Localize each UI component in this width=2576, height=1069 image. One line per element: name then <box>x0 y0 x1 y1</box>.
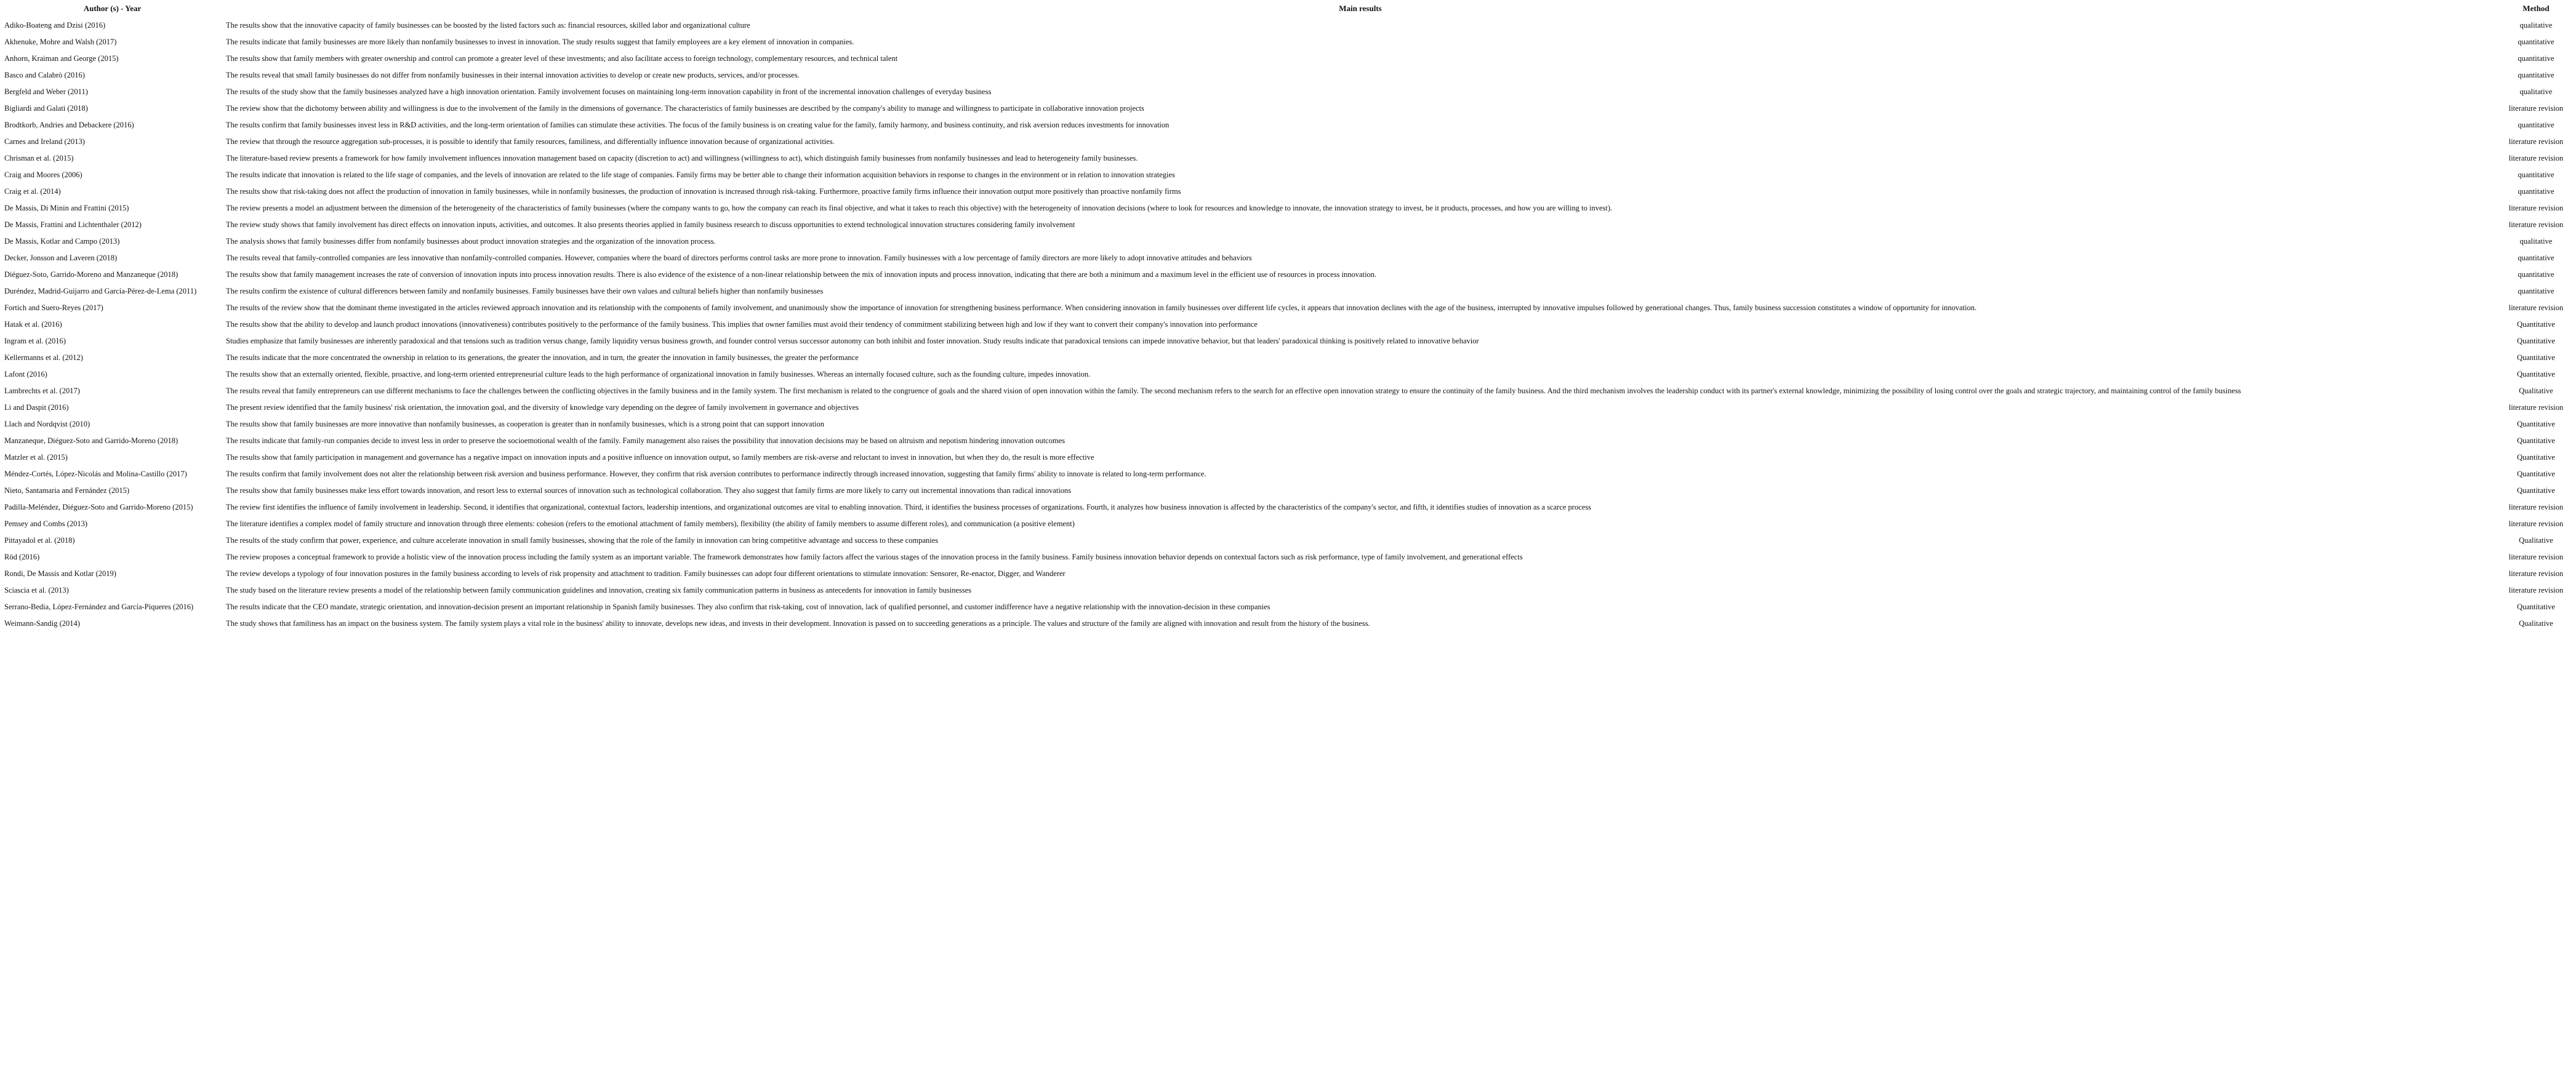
table-row <box>0 615 2576 632</box>
method-cell: qualitative <box>2519 237 2553 246</box>
main-result-cell: The review show that the dichotomy between ability and willingness is due to the involvement of the family in the dimensions of governance. The characteristics of family businesses are described by the company's ability to manage and willingness to participate in collaborative innovation projects <box>226 104 1144 113</box>
author-year-cell: Méndez-Cortés, López-Nicolás and Molina-Castillo (2017) <box>4 470 187 478</box>
method-cell: quantitative <box>2518 71 2554 79</box>
method-cell: literature revision <box>2508 569 2564 578</box>
main-result-cell: The results show that family members with greater ownership and control can promote a greater level of these investments; and also facilitate access to foreign technology, complementary resources, and technical talent <box>226 54 898 63</box>
main-result-cell: The present review identified that the family business' risk orientation, the innovation goal, and the diversity of knowledge vary depending on the degree of family involvement in governance and objectives <box>226 403 859 412</box>
method-cell: quantitative <box>2518 170 2554 179</box>
table-row <box>0 350 2576 366</box>
author-year-cell: De Massis, Frattini and Lichtenthaler (2012) <box>4 220 142 229</box>
table-row <box>0 399 2576 416</box>
main-result-cell: The results indicate that innovation is related to the life stage of companies, and the levels of innovation are related to the life stage of companies. Family firms may be better able to change their information acquisition behaviors in response to changes in the environment or in relation to innovation strategies <box>226 170 1175 179</box>
author-year-cell: Li and Daspit (2016) <box>4 403 69 412</box>
author-year-cell: Kellermanns et al. (2012) <box>4 353 83 362</box>
table-row <box>0 333 2576 350</box>
main-result-cell: The results reveal that family-controlled companies are less innovative than nonfamily-controlled companies. However, companies where the board of directors performs control tasks are more prone to innovation. Family businesses with a low percentage of family directors are more likely to adopt innovative attitudes and behaviors <box>226 254 1252 262</box>
main-result-cell: The review first identifies the influence of family involvement in leadership. Second, it identifies that organizational, contextual factors, leadership intentions, and organizational outcomes are vital to enabling innovation. Third, it identifies the business processes of organizations. Fourth, it analyzes how business innovation is affected by the characteristics of the company's sector, and fifth, it identifies studies of innovation as a scarce process <box>226 503 1592 511</box>
table-row <box>0 532 2576 549</box>
main-result-cell: The results show that family businesses make less effort towards innovation, and resort less to external sources of innovation such as technological collaboration. They also suggest that family firms are more likely to carry out incremental innovations than radical innovations <box>226 486 1072 495</box>
main-result-cell: The review proposes a conceptual framework to provide a holistic view of the innovation process including the family system as an important variable. The framework demonstrates how family factors affect the various stages of the innovation process in the family business. Family business innovation behavior depends on contextual factors such as risk performance, type of family involvement, and generational effects <box>226 553 1523 561</box>
main-result-cell: The review develops a typology of four innovation postures in the family business according to levels of risk propensity and attachment to tradition. Family businesses can adopt four different orientations to stimulate innovation: Sensorer, Re-enactor, Digger, and Wanderer <box>226 569 1065 578</box>
author-year-cell: Basco and Calabrò (2016) <box>4 71 85 79</box>
method-cell: qualitative <box>2519 21 2553 30</box>
method-cell: literature revision <box>2508 154 2564 162</box>
main-result-cell: The literature identifies a complex model of family structure and innovation through three elements: cohesion (refers to the emotional attachment of family members), flexibility (the ability of family members to assume different roles), and communication (a positive element) <box>226 519 1075 528</box>
author-year-cell: Matzler et al. (2015) <box>4 453 68 462</box>
main-result-cell: The results confirm the existence of cultural differences between family and nonfamily businesses. Family businesses have their own values and cultural beliefs higher than nonfamily businesses <box>226 287 824 295</box>
method-cell: quantitative <box>2518 54 2554 63</box>
method-cell: literature revision <box>2508 220 2564 229</box>
method-cell: Quantitative <box>2517 337 2555 345</box>
author-year-cell: Bigliardi and Galati (2018) <box>4 104 88 113</box>
method-cell: Quantitative <box>2517 453 2555 462</box>
author-year-cell: Lambrechts et al. (2017) <box>4 386 80 395</box>
author-year-cell: Diéguez-Soto, Garrido-Moreno and Manzaneque (2018) <box>4 270 179 279</box>
author-year-cell: Hatak et al. (2016) <box>4 320 62 329</box>
method-cell: quantitative <box>2518 38 2554 46</box>
table-row <box>0 17 2576 34</box>
author-year-cell: Carnes and Ireland (2013) <box>4 137 85 146</box>
author-year-cell: Craig et al. (2014) <box>4 187 61 196</box>
method-cell: Quantitative <box>2517 486 2555 495</box>
table-row <box>0 433 2576 449</box>
author-year-cell: Röd (2016) <box>4 553 40 561</box>
table-row <box>0 200 2576 217</box>
table-row <box>0 316 2576 333</box>
author-year-cell: Nieto, Santamaria and Fernández (2015) <box>4 486 130 495</box>
table-row <box>0 499 2576 516</box>
table-row <box>0 167 2576 183</box>
author-year-cell: Pittayadol et al. (2018) <box>4 536 75 545</box>
method-cell: literature revision <box>2508 553 2564 561</box>
table-row <box>0 383 2576 399</box>
main-result-cell: The results show that the innovative capacity of family businesses can be boosted by the listed factors such as: financial resources, skilled labor and organizational culture <box>226 21 750 30</box>
author-year-header: Author (s) - Year <box>83 4 142 13</box>
table-row <box>0 67 2576 84</box>
author-year-cell: Pemsey and Combs (2013) <box>4 519 88 528</box>
main-result-cell: The results indicate that the CEO mandate, strategic orientation, and innovation-decision present an important relationship in Spanish family businesses. They also confirm that risk-taking, cost of innovation, lack of qualified personnel, and customer indifference have a negative relationship with the innovation-decision in these companies <box>226 603 1270 611</box>
method-cell: quantitative <box>2518 270 2554 279</box>
method-cell: Quantitative <box>2517 420 2555 428</box>
main-result-cell: The study shows that familiness has an impact on the business system. The family system plays a vital role in the business' ability to innovate, develops new ideas, and invests in their development. Innovation is passed on to succeeding generations as a principle. The values and structure of the family are aligned with innovation and result from the history of the business. <box>226 619 1370 628</box>
method-cell: Quantitative <box>2517 603 2555 611</box>
method-cell: literature revision <box>2508 137 2564 146</box>
main-result-cell: The results confirm that family involvement does not alter the relationship between risk aversion and business performance. However, they confirm that risk aversion contributes to performance indirectly through increased innovation, suggesting that family firms' ability to innovate is related to long-term performance. <box>226 470 1206 478</box>
method-cell: Quantitative <box>2517 436 2555 445</box>
method-cell: literature revision <box>2508 519 2564 528</box>
main-result-cell: The results of the review show that the dominant theme investigated in the articles reviewed approach innovation and its relationship with the components of family involvement, and unanimously show the importance of innovation for strengthening business performance. When considering innovation in family businesses over different life cycles, it appears that innovation declines with the age of the business, interrupted by innovative impulses followed by generational changes. Thus, family business succession constitutes a window of opportunity for innovation. <box>226 303 1977 312</box>
method-cell: literature revision <box>2508 104 2564 113</box>
table-header-row <box>0 0 2576 17</box>
table-row <box>0 366 2576 383</box>
main-result-cell: The results show that family businesses are more innovative than nonfamily businesses, as cooperation is greater than in nonfamily businesses, which is a strong point that can support innovation <box>226 420 825 428</box>
method-cell: literature revision <box>2508 303 2564 312</box>
method-cell: Qualitative <box>2519 536 2553 545</box>
main-result-cell: The results indicate that family-run companies decide to invest less in order to preserve the socioemotional wealth of the family. Family management also raises the possibility that innovation decisions may be based on altruism and nepotism hindering innovation outcomes <box>226 436 1065 445</box>
method-cell: Qualitative <box>2519 386 2553 395</box>
main-result-cell: The results indicate that family businesses are more likely than nonfamily businesses to invest in innovation. The study results suggest that family employees are a key element of innovation in companies. <box>226 38 854 46</box>
author-year-cell: Sciascia et al. (2013) <box>4 586 69 595</box>
table-row <box>0 516 2576 532</box>
author-year-cell: Akhenuke, Mohre and Walsh (2017) <box>4 38 117 46</box>
author-year-cell: Serrano-Bedia, López-Fernández and García-Piqueres (2016) <box>4 603 194 611</box>
main-result-cell: The study based on the literature review presents a model of the relationship between family communication guidelines and innovation, creating six family communication patterns in business as antecedents for innovation in family businesses <box>226 586 972 595</box>
main-results-header: Main results <box>1339 4 1382 13</box>
main-result-cell: The review presents a model an adjustment between the dimension of the heterogeneity of the characteristics of family businesses (where the company wants to go, how the company can reach its final objective, and what it takes to reach this objective) with the heterogeneity of innovation decisions (where to look for resources and knowledge to innovate, the innovation strategy to invest, be it products, processes, and how you are willing to invest). <box>226 204 1613 212</box>
table-row <box>0 84 2576 100</box>
author-year-cell: Fortich and Suero-Reyes (2017) <box>4 303 103 312</box>
table-row <box>0 183 2576 200</box>
main-result-cell: The results of the study show that the family businesses analyzed have a high innovation orientation. Family involvement focuses on maintaining long-term innovation capability in front of the incremental innovation challenges of everyday business <box>226 87 992 96</box>
method-cell: literature revision <box>2508 403 2564 412</box>
main-result-cell: The results reveal that small family businesses do not differ from nonfamily businesses in their internal innovation activities to develop or create new products, services, and/or processes. <box>226 71 800 79</box>
table-row <box>0 599 2576 615</box>
table-row <box>0 466 2576 482</box>
author-year-cell: Craig and Moores (2006) <box>4 170 82 179</box>
author-year-cell: Ingram et al. (2016) <box>4 337 66 345</box>
method-cell: quantitative <box>2518 187 2554 196</box>
main-result-cell: The results of the study confirm that power, experience, and culture accelerate innovation in small family businesses, showing that the role of the family in innovation can bring competitive advantage and success to these companies <box>226 536 939 545</box>
method-cell: Quantitative <box>2517 470 2555 478</box>
author-year-cell: Brodtkorb, Andries and Debackere (2016) <box>4 121 134 129</box>
method-cell: Quantitative <box>2517 320 2555 329</box>
method-cell: quantitative <box>2518 287 2554 295</box>
method-cell: quantitative <box>2518 121 2554 129</box>
main-result-cell: The review study shows that family involvement has direct effects on innovation inputs, activities, and outcomes. It also presents theories applied in family business research to discuss opportunities to extend technological innovation structures considering family involvement <box>226 220 1075 229</box>
main-result-cell: Studies emphasize that family businesses are inherently paradoxical and that tensions such as tradition versus change, family liquidity versus business growth, and founder control versus successor autonomy can both inhibit and foster innovation. Study results indicate that paradoxical tensions can impede innovative behavior, but that leaders' paradoxical thinking is positively related to innovative behavior <box>226 337 1479 345</box>
author-year-cell: Duréndez, Madrid-Guijarro and García-Pérez-de-Lema (2011) <box>4 287 197 295</box>
author-year-cell: Lafont (2016) <box>4 370 47 378</box>
table-row <box>0 300 2576 316</box>
table-row <box>0 266 2576 283</box>
table-row <box>0 449 2576 466</box>
author-year-cell: Adiko-Boateng and Dzisi (2016) <box>4 21 106 30</box>
author-year-cell: De Massis, Di Minin and Frattini (2015) <box>4 204 129 212</box>
main-result-cell: The results show that risk-taking does not affect the production of innovation in family businesses, while in nonfamily businesses, the production of innovation is increased through risk-taking. Furthermore, proactive family firms influence their innovation output more positively than proactive nonfamily firms <box>226 187 1181 196</box>
table-row <box>0 50 2576 67</box>
method-cell: Qualitative <box>2519 619 2553 628</box>
table-row <box>0 100 2576 117</box>
method-cell: literature revision <box>2508 503 2564 511</box>
author-year-cell: Manzaneque, Diéguez-Soto and Garrido-Moreno (2018) <box>4 436 179 445</box>
main-result-cell: The results show that an externally oriented, flexible, proactive, and long-term oriented entrepreneurial culture leads to the high performance of organizational innovation in family businesses. Whereas an internally focused culture, such as the founding culture, impedes innovation. <box>226 370 1091 378</box>
table-row <box>0 150 2576 167</box>
main-result-cell: The literature-based review presents a framework for how family involvement influences innovation management based on capacity (discretion to act) and willingness (willingness to act), which distinguish family businesses from nonfamily businesses and lead to heterogeneity family businesses. <box>226 154 1138 162</box>
table-body <box>0 17 2576 632</box>
main-result-cell: The results reveal that family entrepreneurs can use different mechanisms to face the challenges between the conflicting objectives in the family business and in the family system. The first mechanism is related to the congruence of goals and the shared vision of open innovation within the family. The second mechanism refers to the search for an effective open innovation strategy to ensure the continuity of the family business. And the third mechanism involves the leadership conduct with its partner's external knowledge, minimizing the possibility of losing control over the goals and strategic trajectory, and maintaining control of the family business <box>226 386 2241 395</box>
method-cell: qualitative <box>2519 87 2553 96</box>
author-year-cell: Decker, Jonsson and Laveren (2018) <box>4 254 118 262</box>
table-row <box>0 217 2576 233</box>
main-result-cell: The results indicate that the more concentrated the ownership in relation to its generations, the greater the innovation, and in turn, the greater the innovation in family businesses, the greater the performance <box>226 353 859 362</box>
table-row <box>0 416 2576 433</box>
table-row <box>0 566 2576 582</box>
method-cell: literature revision <box>2508 204 2564 212</box>
method-cell: quantitative <box>2518 254 2554 262</box>
method-cell: literature revision <box>2508 586 2564 595</box>
author-year-cell: Bergfeld and Weber (2011) <box>4 87 88 96</box>
table-row <box>0 549 2576 566</box>
main-result-cell: The review that through the resource aggregation sub-processes, it is possible to identify that family resources, familiness, and differentially influence innovation because of organizational activities. <box>226 137 835 146</box>
method-cell: Quantitative <box>2517 353 2555 362</box>
table-row <box>0 134 2576 150</box>
method-cell: Quantitative <box>2517 370 2555 378</box>
author-year-cell: De Massis, Kotlar and Campo (2013) <box>4 237 120 246</box>
author-year-cell: Chrisman et al. (2015) <box>4 154 74 162</box>
author-year-cell: Padilla-Meléndez, Diéguez-Soto and Garrido-Moreno (2015) <box>4 503 193 511</box>
method-header: Method <box>2522 4 2550 13</box>
table-row <box>0 233 2576 250</box>
table-row <box>0 117 2576 134</box>
table-row <box>0 582 2576 599</box>
table-row <box>0 283 2576 300</box>
author-year-cell: Anhorn, Kraiman and George (2015) <box>4 54 119 63</box>
author-year-cell: Rondi, De Massis and Kotlar (2019) <box>4 569 116 578</box>
main-result-cell: The results show that family participation in management and governance has a negative impact on innovation inputs and a positive influence on innovation output, so family members are risk-averse and reluctant to invest in innovation, but when they do, the result is more effective <box>226 453 1094 462</box>
table-row <box>0 250 2576 266</box>
table-row <box>0 482 2576 499</box>
main-result-cell: The results show that the ability to develop and launch product innovations (innovativeness) contributes positively to the performance of the family business. This implies that owner families must avoid their tendency of commitment stabilizing between high and low if they want to convert their company's innovation into performance <box>226 320 1258 329</box>
table-row <box>0 34 2576 50</box>
main-result-cell: The analysis shows that family businesses differ from nonfamily businesses about product innovation strategies and the organization of the innovation process. <box>226 237 716 246</box>
main-result-cell: The results confirm that family businesses invest less in R&D activities, and the long-term orientation of families can stimulate these activities. The focus of the family business is on creating value for the family, family harmony, and business continuity, and risk aversion reduces investments for innovation <box>226 121 1170 129</box>
author-year-cell: Weimann-Sandig (2014) <box>4 619 80 628</box>
author-year-cell: Llach and Nordqvist (2010) <box>4 420 90 428</box>
main-result-cell: The results show that family management increases the rate of conversion of innovation inputs into process innovation results. There is also evidence of the existence of a non-linear relationship between the mix of innovation inputs and process innovation, indicating that there are both a minimum and a maximum level in the efficient use of resources in process innovation. <box>226 270 1377 279</box>
